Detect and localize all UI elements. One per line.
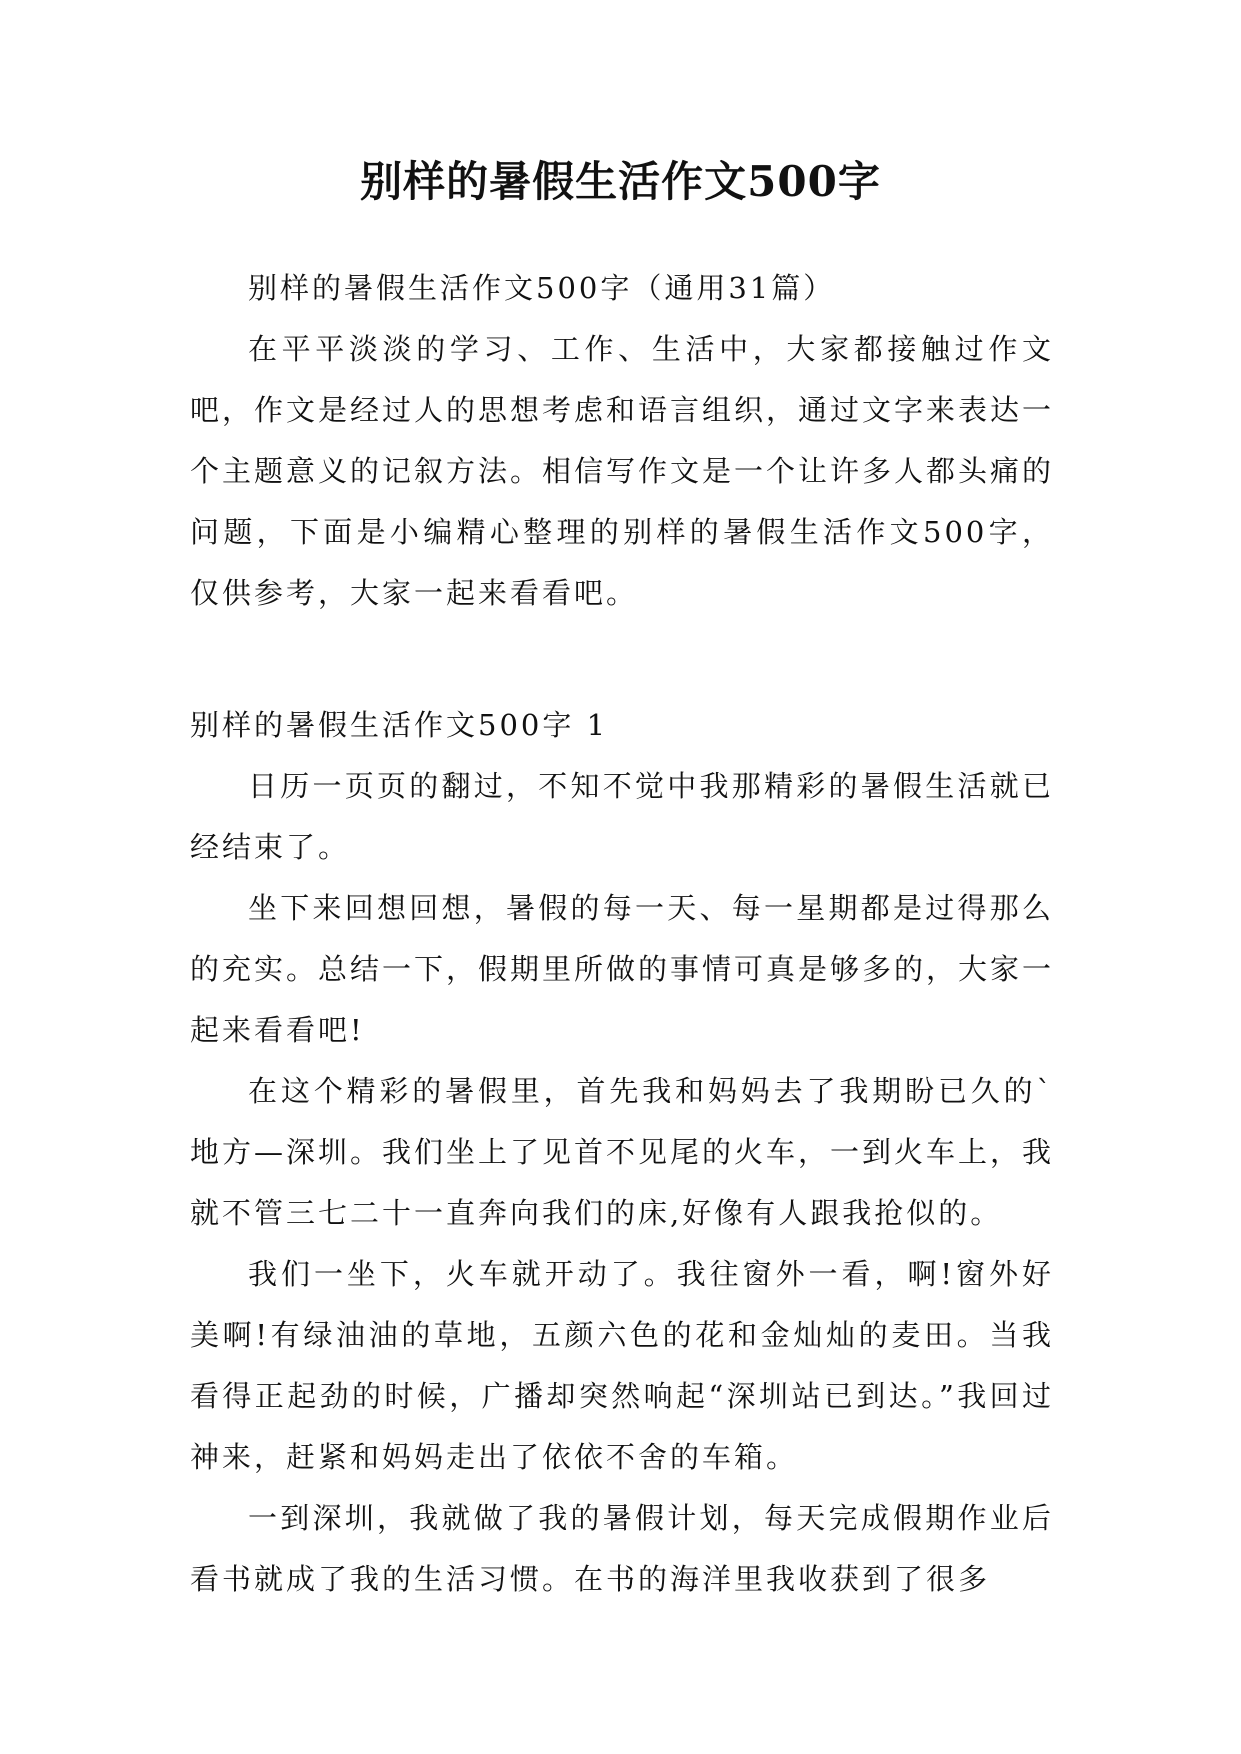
essay-paragraph: 我们一坐下，火车就开动了。我往窗外一看，啊!窗外好美啊!有绿油油的草地，五颜六色的花和金灿灿的麦田。当我看得正起劲的时候，广播却突然响起“深圳站已到达。”我回过神来，赶紧和妈妈走出了依依不舍的车箱。 xyxy=(190,1257,1054,1474)
essay-heading: 别样的暑假生活作文500字 1 xyxy=(190,708,609,742)
intro-section xyxy=(190,258,1054,624)
essay-paragraph: 一到深圳，我就做了我的暑假计划，每天完成假期作业后看书就成了我的生活习惯。在书的海洋里我收获到了很多 xyxy=(190,1501,1054,1596)
essay-paragraph: 日历一页页的翻过，不知不觉中我那精彩的暑假生活就已经结束了。 xyxy=(190,769,1054,864)
essay-section xyxy=(190,695,1054,1610)
essay-paragraph: 在这个精彩的暑假里，首先我和妈妈去了我期盼已久的`地方—深圳。我们坐上了见首不见尾的火车，一到火车上，我就不管三七二十一直奔向我们的床,好像有人跟我抢似的。 xyxy=(190,1074,1055,1230)
intro-subtitle: 别样的暑假生活作文500字（通用31篇） xyxy=(248,271,836,305)
intro-paragraph: 在平平淡淡的学习、工作、生活中，大家都接触过作文吧，作文是经过人的思想考虑和语言组织，通过文字来表达一个主题意义的记叙方法。相信写作文是一个让许多人都头痛的问题，下面是小编精心整理的别样的暑假生活作文500字，仅供参考，大家一起来看看吧。 xyxy=(190,332,1055,610)
essay-paragraph: 坐下来回想回想，暑假的每一天、每一星期都是过得那么的充实。总结一下，假期里所做的事情可真是够多的，大家一起来看看吧! xyxy=(190,891,1055,1047)
document-title: 别样的暑假生活作文500字 xyxy=(360,157,881,206)
